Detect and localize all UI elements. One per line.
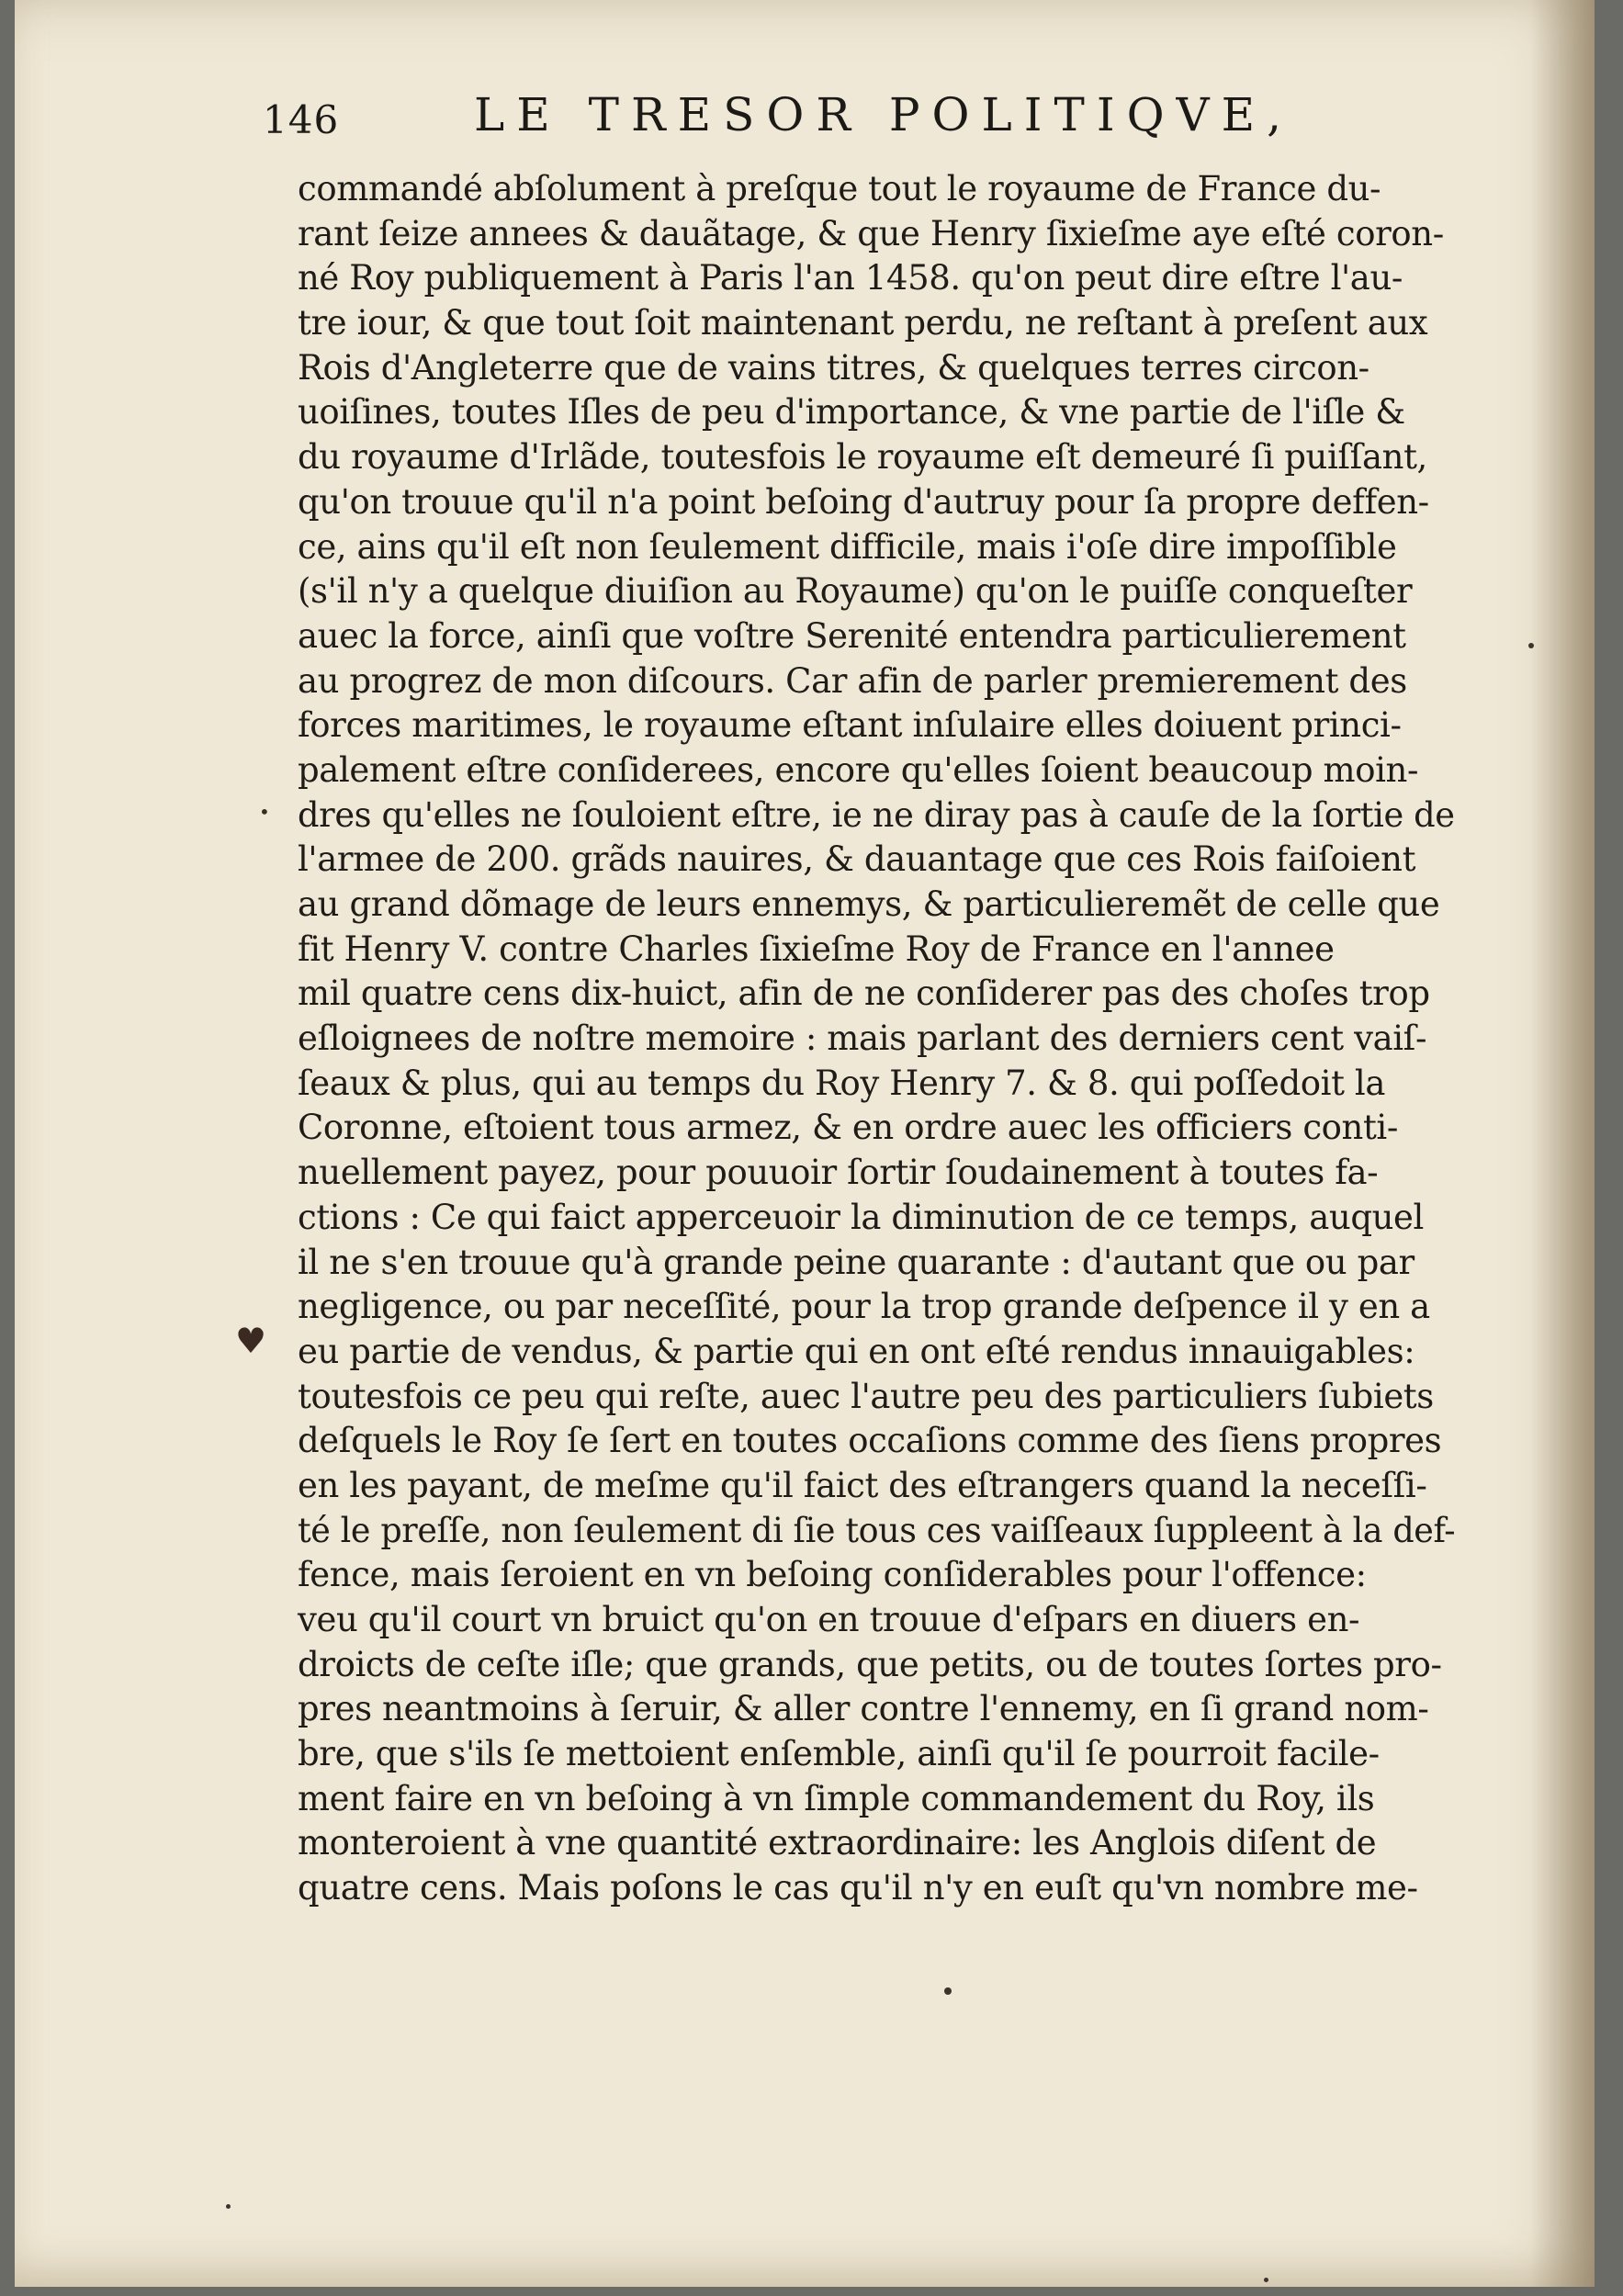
ink-speck — [1264, 2278, 1268, 2282]
text-line: té le preſſe, non ſeulement di ſie tous ces vaiſſeaux ſuppleent à la def- — [298, 1510, 1456, 1550]
text-line: rant ſeize annees & dauãtage, & que Henry ſixieſme aye eſté coron- — [298, 213, 1444, 253]
page-edge-shadow — [1530, 0, 1595, 2287]
page-number: 146 — [263, 97, 340, 142]
text-line: du royaume d'Irlãde, toutesfois le royaume eſt demeuré ſi puiſſant, — [298, 437, 1427, 478]
text-line: ctions : Ce qui faict apperceuoir la diminution de ce temps, auquel — [298, 1197, 1424, 1237]
text-line: palement eſtre conſiderees, encore qu'elles ſoient beaucoup moin- — [298, 749, 1419, 790]
text-line: monteroient à vne quantité extraordinaire: les Anglois diſent de — [298, 1823, 1377, 1863]
text-line: ſeaux & plus, qui au temps du Roy Henry 7. & 8. qui poſſedoit la — [298, 1063, 1386, 1103]
text-line: au grand dõmage de leurs ennemys, & particulieremẽt de celle que — [298, 884, 1440, 924]
text-line: eſloignees de noſtre memoire : mais parlant des derniers cent vaiſ- — [298, 1019, 1427, 1059]
text-line: mil quatre cens dix-huict, afin de ne conſiderer pas des choſes trop — [298, 974, 1430, 1014]
text-line: forces maritimes, le royaume eſtant inſulaire elles doiuent princi- — [298, 705, 1402, 746]
text-line: il ne s'en trouue qu'à grande peine quarante : d'autant que ou par — [298, 1242, 1414, 1282]
running-title: LE TRESOR POLITIQVE, — [474, 88, 1294, 141]
text-line: au progrez de mon diſcours. Car afin de parler premierement des — [298, 660, 1407, 701]
text-line: Coronne, eſtoient tous armez, & en ordre auec les officiers conti- — [298, 1108, 1398, 1148]
text-line: ment faire en vn beſoing à vn ſimple commandement du Roy, ils — [298, 1778, 1375, 1818]
text-line: dres qu'elles ne ſouloient eſtre, ie ne diray pas à cauſe de la ſortie de — [298, 794, 1455, 835]
text-line: deſquels le Roy ſe ſert en toutes occaſions comme des ſiens propres — [298, 1421, 1442, 1461]
text-line: l'armee de 200. grãds nauires, & dauantage que ces Rois faiſoient — [298, 839, 1416, 880]
text-line: droicts de ceſte iſle; que grands, que petits, ou de toutes ſortes pro- — [298, 1644, 1442, 1684]
text-line: quatre cens. Mais poſons le cas qu'il n'y en euſt qu'vn nombre me- — [298, 1868, 1418, 1908]
text-line: bre, que s'ils ſe mettoient enſemble, ainſi qu'il ſe pourroit facile- — [298, 1734, 1380, 1774]
text-line: nuellement payez, pour pouuoir ſortir ſoudainement à toutes fa- — [298, 1153, 1379, 1193]
text-line: uoiſines, toutes Iſles de peu d'importance, & vne partie de l'iſle & — [298, 392, 1405, 433]
text-line: né Roy publiquement à Paris l'an 1458. qu'on peut dire eſtre l'au- — [298, 258, 1403, 298]
text-line: (s'il n'y a quelque diuiſion au Royaume) qu'on le puiſſe conqueſter — [298, 571, 1413, 612]
text-line: commandé abſolument à preſque tout le royaume de France du- — [298, 169, 1381, 208]
text-line: fit Henry V. contre Charles ſixieſme Roy de France en l'annee — [298, 929, 1335, 969]
text-line: veu qu'il court vn bruict qu'on en trouue d'eſpars en diuers en- — [298, 1600, 1360, 1639]
ink-speck — [1528, 643, 1534, 648]
text-line: en les payant, de meſme qu'il faict des eſtrangers quand la neceſſi- — [298, 1465, 1427, 1505]
text-line: eu partie de vendus, & partie qui en ont eſté rendus innauigables: — [298, 1331, 1415, 1371]
text-line: negligence, ou par neceſſité, pour la trop grande deſpence il y en a — [298, 1287, 1430, 1327]
text-line: Rois d'Angleterre que de vains titres, & quelques terres circon- — [298, 347, 1369, 388]
text-line: pres neantmoins à ſeruir, & aller contre l'ennemy, en ſi grand nom- — [298, 1689, 1429, 1729]
ink-speck — [226, 2204, 231, 2209]
text-line: qu'on trouue qu'il n'a point beſoing d'autruy pour ſa propre deffen- — [298, 481, 1429, 522]
text-line: ce, ains qu'il eſt non ſeulement difficile, mais i'oſe dire impoſſible — [298, 526, 1397, 567]
ink-speck — [944, 1987, 952, 1995]
book-page — [15, 0, 1595, 2287]
body-text — [298, 167, 1455, 1911]
text-line: auec la force, ainſi que voſtre Serenité entendra particulierement — [298, 615, 1406, 656]
text-line: fence, mais ſeroient en vn beſoing conſiderables pour l'offence: — [298, 1555, 1367, 1595]
ink-blot-mark: ♥ — [235, 1321, 267, 1361]
page-header — [263, 88, 1310, 162]
text-line: toutesfois ce peu qui reſte, auec l'autre peu des particuliers ſubiets — [298, 1376, 1434, 1416]
text-line: tre iour, & que tout ſoit maintenant perdu, ne reſtant à preſent aux — [298, 303, 1428, 343]
ink-dot-mark: • — [259, 801, 270, 823]
